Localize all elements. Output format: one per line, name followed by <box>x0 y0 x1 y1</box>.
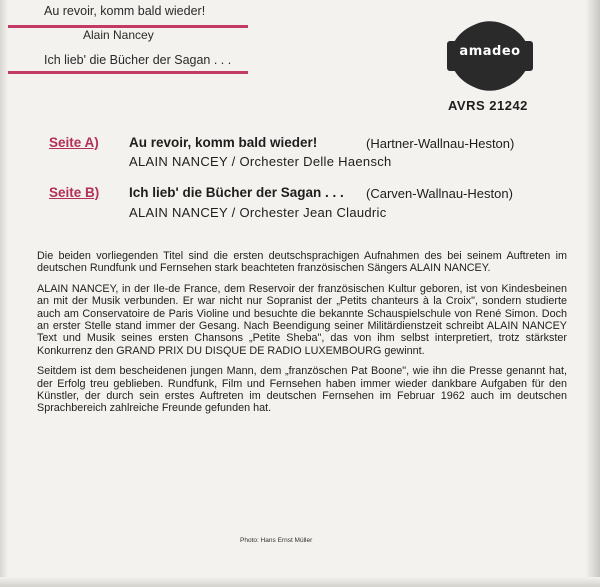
side-b-credits: (Carven-Wallnau-Heston) <box>366 186 513 201</box>
side-a-label: Seite A) <box>49 135 99 150</box>
header-artist: Alain Nancey <box>83 28 154 42</box>
pink-divider-bottom <box>8 71 248 74</box>
photo-credit: Photo: Hans Ernst Müller <box>240 537 313 544</box>
liner-notes-paragraph-3: Seitdem ist dem bescheidenen jungen Mann, dem „französchen Pat Boone", wie ihn die Presse genannt hat, der Erfolg treu geblieben. Rundfunk, Film und Fernsehen haben immer wieder dankbare Aufgaben für den Künstler, der durch sein erstes Auftreten im deutschen Fernsehen im Februar 1962 auch im deutschen Sprachbereich zahlreiche Freunde gefunden hat. <box>37 365 567 415</box>
side-a-title: Au revoir, komm bald wieder! <box>129 135 318 150</box>
side-a-artist-line: ALAIN NANCEY / Orchester Delle Haensch <box>129 154 392 169</box>
header-title-line1: Au revoir, komm bald wieder! <box>44 4 206 18</box>
sleeve-edge-bottom <box>0 577 600 587</box>
liner-notes <box>37 250 567 423</box>
side-b-title: Ich lieb' die Bücher der Sagan . . . <box>129 185 344 200</box>
sleeve-edge-left <box>0 0 8 587</box>
liner-notes-paragraph-1: Die beiden vorliegenden Titel sind die ersten deutschsprachigen Aufnahmen des bei seinem Auftreten im deutschen Rundfunk und Fernsehen stark beachteten französischen Sängers ALAIN NANCEY. <box>37 250 567 275</box>
logo-text: amadeo <box>459 44 521 59</box>
side-b-artist-line: ALAIN NANCEY / Orchester Jean Claudric <box>129 205 387 220</box>
side-a-credits: (Hartner-Wallnau-Heston) <box>366 136 515 151</box>
side-b-label: Seite B) <box>49 185 100 200</box>
sleeve-edge-right <box>586 0 600 587</box>
header-title-line2: Ich lieb' die Bücher der Sagan . . . <box>44 53 232 67</box>
amadeo-logo <box>447 20 533 92</box>
catalog-number: AVRS 21242 <box>448 98 528 113</box>
liner-notes-paragraph-2: ALAIN NANCEY, in der Ile-de France, dem Reservoir der französischen Kultur geboren, ist von Kindesbeinen an mit der Musik verbunden. Er war nicht nur Sopranist der „Petits chanteurs à la Croix", sondern studierte auch am Conservatoire de Paris Violine und besuchte die bekannte Schauspielschule von René Simon. Doch an erster Stelle stand immer der Gesang. Nach Beendigung seiner Militärdienstzeit schreibt ALAIN NANCEY Text und Musik seines ersten Chansons „Petite Sheba", das von ihm selbst interpretiert, trotz stärkster Konkurrenz den GRAND PRIX DU DISQUE DE RADIO LUXEMBOURG gewinnt. <box>37 282 567 357</box>
